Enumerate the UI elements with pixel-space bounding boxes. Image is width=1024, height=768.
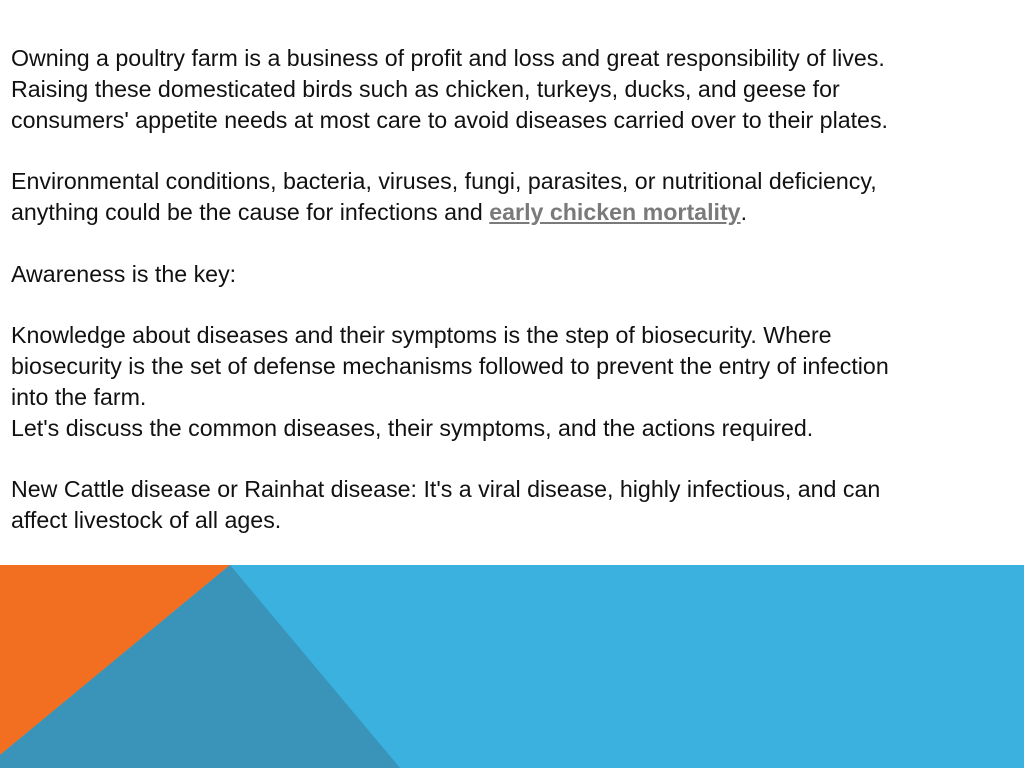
paragraph-discuss: Let's discuss the common diseases, their symptoms, and the actions required. (11, 414, 814, 441)
paragraph-causes (11, 166, 1011, 228)
paragraph-biosecurity: Knowledge about diseases and their symptoms is the step of biosecurity. Where biosecurity is the set of defense mechanisms followed to prevent the entry of infection into the farm. (11, 322, 889, 410)
paragraph-causes-end: . (740, 198, 748, 225)
footer-decoration (0, 565, 1024, 768)
paragraph-spacer (11, 443, 1011, 474)
paragraph-spacer (11, 228, 1011, 259)
paragraph-awareness: Awareness is the key: (11, 260, 237, 287)
paragraph-spacer (11, 135, 1011, 166)
paragraph-intro: Owning a poultry farm is a business of profit and loss and great responsibility of lives. Raising these domesticated birds such as chicken, turkeys, ducks, and geese for consumers' appetite needs at most care to avoid diseases carried over to their plates. (11, 45, 888, 133)
paragraph-spacer (11, 289, 1011, 320)
early-chicken-mortality-link[interactable]: early chicken mortality (489, 198, 741, 225)
paragraph-causes-text: Environmental conditions, bacteria, viruses, fungi, parasites, or nutritional deficiency, anything could be the cause for infections and (11, 168, 877, 225)
slide-body (11, 43, 1011, 536)
paragraph-disease: New Cattle disease or Rainhat disease: It's a viral disease, highly infectious, and can affect livestock of all ages. (11, 476, 881, 533)
